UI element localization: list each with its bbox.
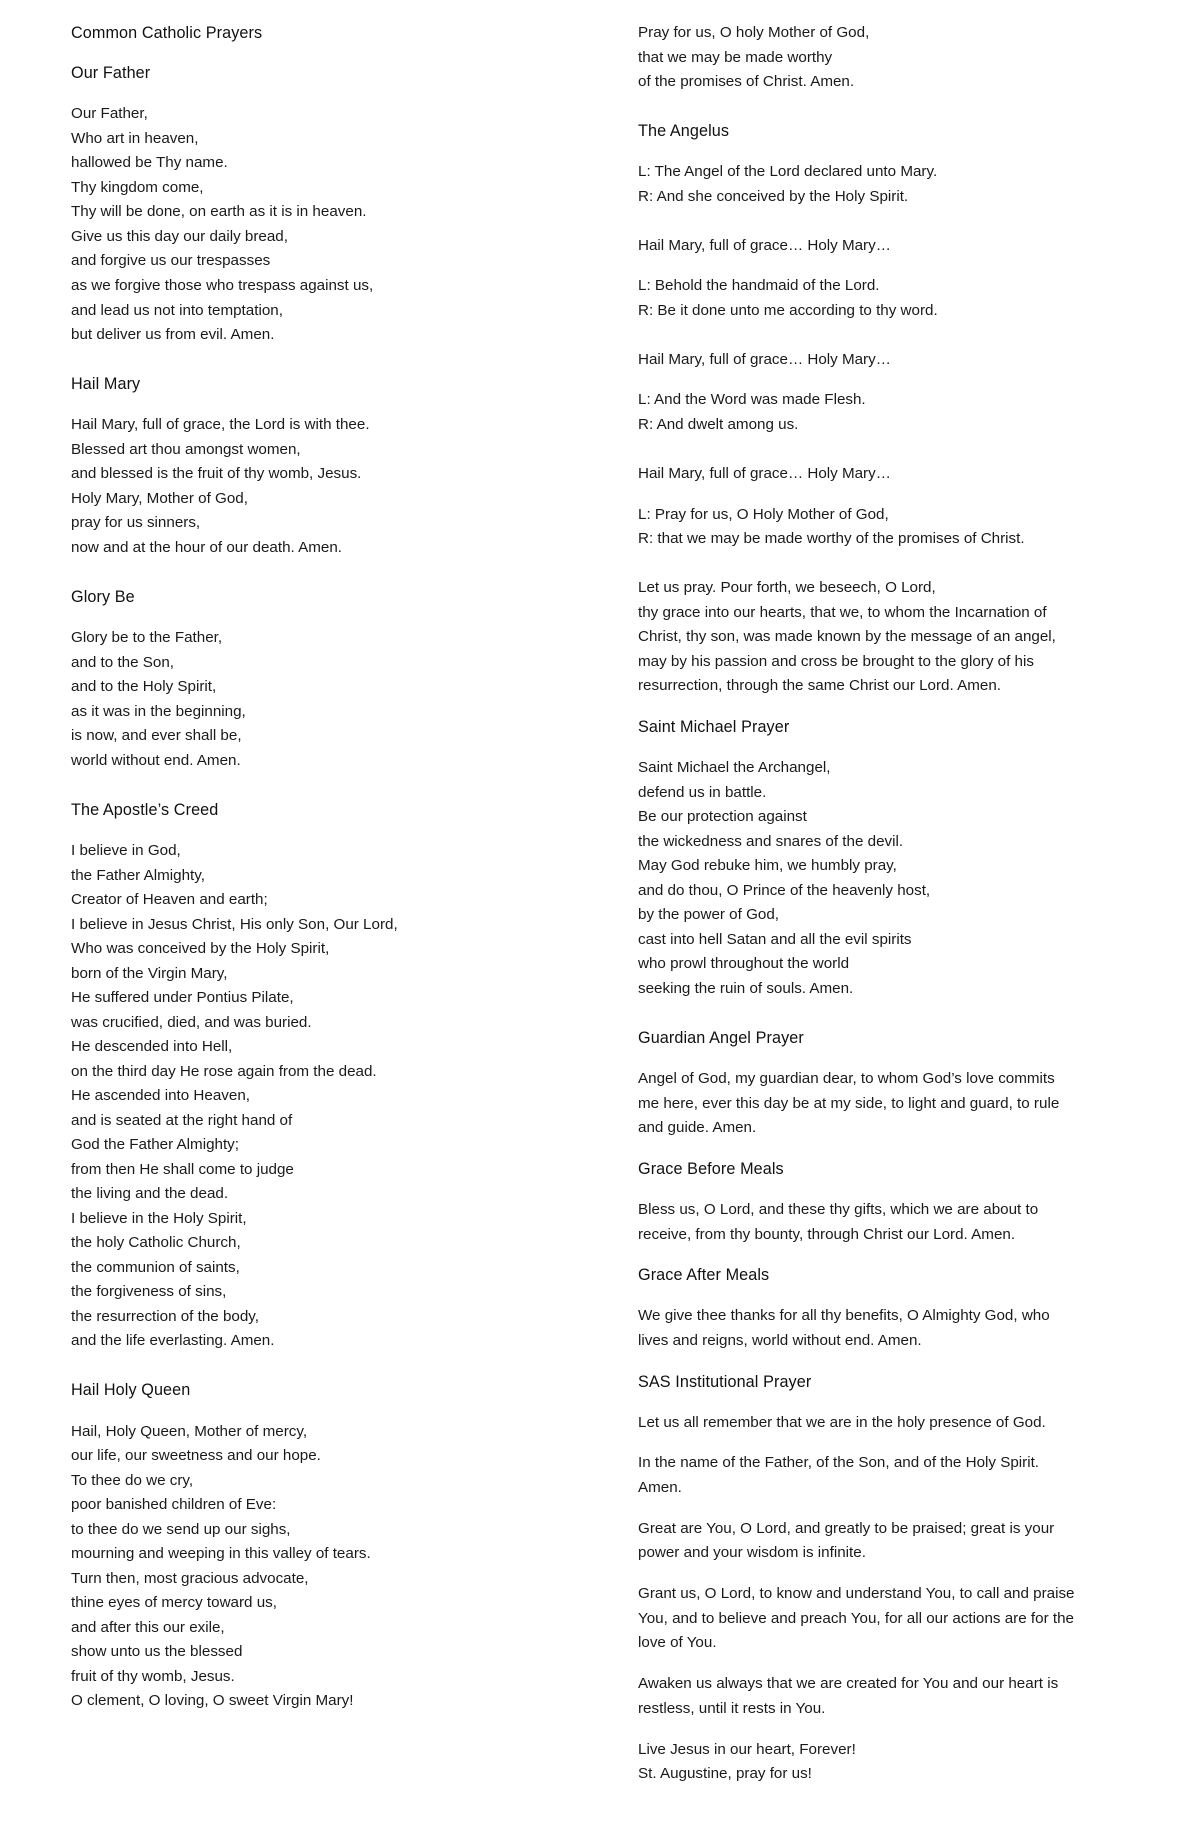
text-line: Creator of Heaven and earth; xyxy=(71,891,268,908)
text-line: as we forgive those who trespass against us, xyxy=(71,277,374,294)
text-line: show unto us the blessed xyxy=(71,1643,243,1660)
text-line: God the Father Almighty; xyxy=(71,1136,239,1153)
text-line: resurrection, through the same Christ our Lord. Amen. xyxy=(638,677,1001,694)
section-heading: Hail Mary xyxy=(71,375,141,393)
text-line: Who was conceived by the Holy Spirit, xyxy=(71,940,330,957)
text-line: and do thou, O Prince of the heavenly host, xyxy=(638,882,931,899)
text-line: Thy will be done, on earth as it is in heaven. xyxy=(71,203,367,220)
text-line: the holy Catholic Church, xyxy=(71,1234,241,1251)
text-line: lives and reigns, world without end. Amen. xyxy=(638,1332,922,1349)
text-line: defend us in battle. xyxy=(638,784,767,801)
text-line: was crucified, died, and was buried. xyxy=(71,1014,312,1031)
text-line: but deliver us from evil. Amen. xyxy=(71,326,275,343)
text-line: O clement, O loving, O sweet Virgin Mary! xyxy=(71,1692,354,1709)
text-line: fruit of thy womb, Jesus. xyxy=(71,1668,235,1685)
text-line: and blessed is the fruit of thy womb, Jesus. xyxy=(71,465,362,482)
text-line: Hail Mary, full of grace… Holy Mary… xyxy=(638,465,891,482)
text-line: the communion of saints, xyxy=(71,1259,240,1276)
text-line: born of the Virgin Mary, xyxy=(71,965,228,982)
section-heading: Hail Holy Queen xyxy=(71,1381,191,1399)
text-line: I believe in the Holy Spirit, xyxy=(71,1210,247,1227)
text-line: of the promises of Christ. Amen. xyxy=(638,73,855,90)
text-line: Glory be to the Father, xyxy=(71,629,223,646)
text-line: Let us all remember that we are in the holy presence of God. xyxy=(638,1414,1046,1431)
text-line: R: Be it done unto me according to thy word. xyxy=(638,302,938,319)
text-line: R: that we may be made worthy of the promises of Christ. xyxy=(638,530,1025,547)
text-line: restless, until it rests in You. xyxy=(638,1700,826,1717)
section-heading: Saint Michael Prayer xyxy=(638,718,790,736)
section-heading: Guardian Angel Prayer xyxy=(638,1029,804,1047)
text-line: mourning and weeping in this valley of tears. xyxy=(71,1545,371,1562)
text-line: Who art in heaven, xyxy=(71,130,199,147)
section-heading: Glory Be xyxy=(71,588,135,606)
text-line: and guide. Amen. xyxy=(638,1119,757,1136)
text-line: Christ, thy son, was made known by the message of an angel, xyxy=(638,628,1056,645)
text-line: Hail, Holy Queen, Mother of mercy, xyxy=(71,1423,308,1440)
section-heading: The Apostle’s Creed xyxy=(71,801,219,819)
text-line: as it was in the beginning, xyxy=(71,703,246,720)
text-line: Awaken us always that we are created for You and our heart is xyxy=(638,1675,1059,1692)
text-line: To thee do we cry, xyxy=(71,1472,194,1489)
text-line: Turn then, most gracious advocate, xyxy=(71,1570,309,1587)
text-line: Hail Mary, full of grace… Holy Mary… xyxy=(638,237,891,254)
text-line: In the name of the Father, of the Son, and of the Holy Spirit. xyxy=(638,1454,1040,1471)
text-line: I believe in Jesus Christ, His only Son, Our Lord, xyxy=(71,916,398,933)
text-line: Amen. xyxy=(638,1479,682,1496)
text-line: and to the Holy Spirit, xyxy=(71,678,217,695)
text-line: Hail Mary, full of grace… Holy Mary… xyxy=(638,351,891,368)
text-line: cast into hell Satan and all the evil spirits xyxy=(638,931,912,948)
text-line: Saint Michael the Archangel, xyxy=(638,759,831,776)
text-line: May God rebuke him, we humbly pray, xyxy=(638,857,897,874)
text-line: and to the Son, xyxy=(71,654,175,671)
text-line: the living and the dead. xyxy=(71,1185,229,1202)
text-line: Our Father, xyxy=(71,105,148,122)
text-line: and after this our exile, xyxy=(71,1619,225,1636)
text-line: He suffered under Pontius Pilate, xyxy=(71,989,294,1006)
text-line: R: And dwelt among us. xyxy=(638,416,799,433)
text-line: Bless us, O Lord, and these thy gifts, which we are about to xyxy=(638,1201,1039,1218)
text-line: L: And the Word was made Flesh. xyxy=(638,391,866,408)
text-line: and is seated at the right hand of xyxy=(71,1112,293,1129)
text-line: is now, and ever shall be, xyxy=(71,727,242,744)
text-line: who prowl throughout the world xyxy=(638,955,850,972)
text-line: receive, from thy bounty, through Christ our Lord. Amen. xyxy=(638,1226,1016,1243)
text-line: L: The Angel of the Lord declared unto Mary. xyxy=(638,163,938,180)
text-line: Great are You, O Lord, and greatly to be praised; great is your xyxy=(638,1520,1055,1537)
text-line: by the power of God, xyxy=(638,906,779,923)
text-line: thy grace into our hearts, that we, to whom the Incarnation of xyxy=(638,604,1047,621)
section-heading: Grace Before Meals xyxy=(638,1160,784,1178)
text-line: and the life everlasting. Amen. xyxy=(71,1332,275,1349)
text-line: hallowed be Thy name. xyxy=(71,154,228,171)
text-line: on the third day He rose again from the dead. xyxy=(71,1063,377,1080)
section-heading: Our Father xyxy=(71,64,151,82)
text-line: St. Augustine, pray for us! xyxy=(638,1765,812,1782)
text-line: now and at the hour of our death. Amen. xyxy=(71,539,343,556)
text-line: R: And she conceived by the Holy Spirit. xyxy=(638,188,909,205)
text-line: thine eyes of mercy toward us, xyxy=(71,1594,277,1611)
text-line: the wickedness and snares of the devil. xyxy=(638,833,904,850)
text-line: Holy Mary, Mother of God, xyxy=(71,490,248,507)
text-line: Give us this day our daily bread, xyxy=(71,228,288,245)
text-line: You, and to believe and preach You, for all our actions are for the xyxy=(638,1610,1074,1627)
text-line: We give thee thanks for all thy benefits, O Almighty God, who xyxy=(638,1307,1050,1324)
text-line: me here, ever this day be at my side, to light and guard, to rule xyxy=(638,1095,1060,1112)
text-line: Be our protection against xyxy=(638,808,807,825)
text-line: to thee do we send up our sighs, xyxy=(71,1521,291,1538)
text-line: Grant us, O Lord, to know and understand You, to call and praise xyxy=(638,1585,1075,1602)
text-line: may by his passion and cross be brought to the glory of his xyxy=(638,653,1034,670)
section-heading: Grace After Meals xyxy=(638,1266,770,1284)
text-line: love of You. xyxy=(638,1634,717,1651)
text-line: from then He shall come to judge xyxy=(71,1161,294,1178)
text-line: Thy kingdom come, xyxy=(71,179,204,196)
text-line: seeking the ruin of souls. Amen. xyxy=(638,980,854,997)
text-line: I believe in God, xyxy=(71,842,181,859)
section-heading: Common Catholic Prayers xyxy=(71,24,263,42)
text-line: the Father Almighty, xyxy=(71,867,205,884)
text-line: He ascended into Heaven, xyxy=(71,1087,250,1104)
text-line: Hail Mary, full of grace, the Lord is with thee. xyxy=(71,416,370,433)
text-line: power and your wisdom is infinite. xyxy=(638,1544,866,1561)
text-line: poor banished children of Eve: xyxy=(71,1496,277,1513)
section-heading: SAS Institutional Prayer xyxy=(638,1373,812,1391)
text-line: our life, our sweetness and our hope. xyxy=(71,1447,321,1464)
text-line: L: Behold the handmaid of the Lord. xyxy=(638,277,880,294)
text-line: L: Pray for us, O Holy Mother of God, xyxy=(638,506,889,523)
text-line: Let us pray. Pour forth, we beseech, O Lord, xyxy=(638,579,936,596)
text-line: Pray for us, O holy Mother of God, xyxy=(638,24,870,41)
text-line: Blessed art thou amongst women, xyxy=(71,441,301,458)
text-line: that we may be made worthy xyxy=(638,49,833,66)
text-line: He descended into Hell, xyxy=(71,1038,233,1055)
text-line: world without end. Amen. xyxy=(71,752,241,769)
text-line: the resurrection of the body, xyxy=(71,1308,259,1325)
text-line: Live Jesus in our heart, Forever! xyxy=(638,1741,856,1758)
text-line: and lead us not into temptation, xyxy=(71,302,283,319)
text-line: Angel of God, my guardian dear, to whom God’s love commits xyxy=(638,1070,1055,1087)
section-heading: The Angelus xyxy=(638,122,730,140)
text-line: pray for us sinners, xyxy=(71,514,201,531)
text-line: and forgive us our trespasses xyxy=(71,252,271,269)
text-line: the forgiveness of sins, xyxy=(71,1283,227,1300)
